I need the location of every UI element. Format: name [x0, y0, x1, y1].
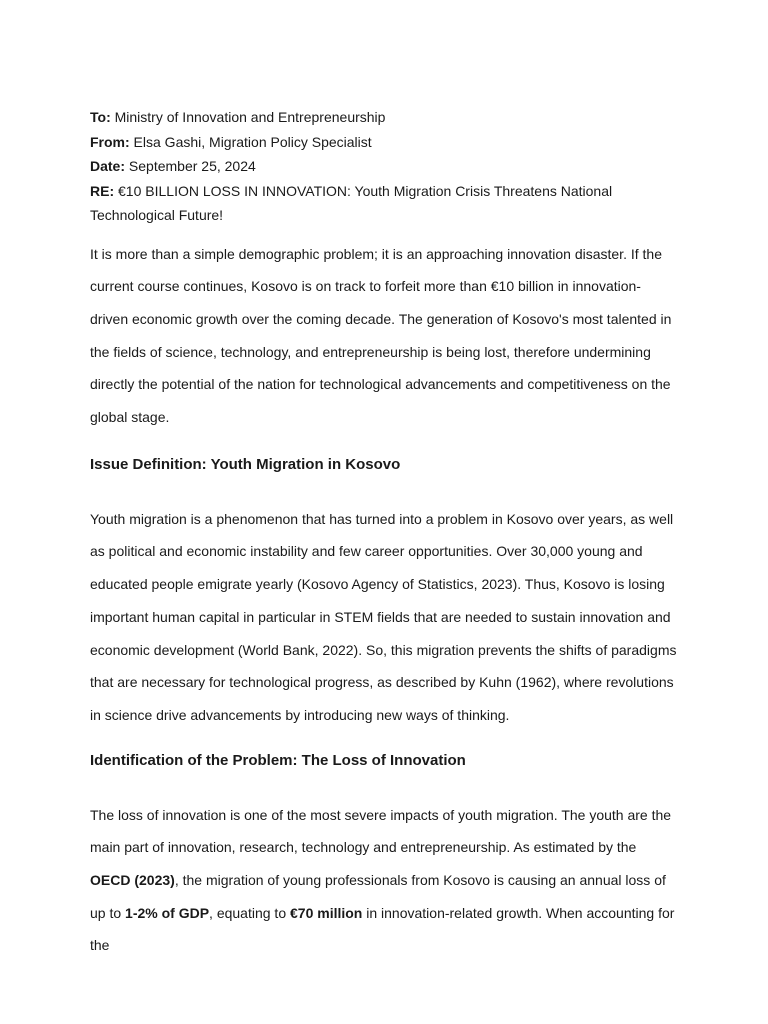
to-line [90, 105, 678, 130]
section-heading-problem-identification: Identification of the Problem: The Loss of Innovation [90, 751, 466, 769]
bold-gdp-loss: 1-2% of GDP [125, 904, 210, 921]
re-label: RE: [90, 182, 115, 199]
issue-definition-paragraph: Youth migration is a phenomenon that has turned into a problem in Kosovo over years, as well as political and economic instability and few career opportunities. Over 30,000 young and educated people emigrate yearly (Kosovo Agency of Statistics, 2023). Thus, Kosovo is losing important human capital in particular in STEM fields that are needed to sustain innovation and economic development (World Bank, 2022). So, this migration prevents the shifts of paradigms that are necessary for technological progress, as described by Kuhn (1962), where revolutions in science drive advancements by introducing new ways of thinking. [90, 510, 677, 723]
re-value: €10 BILLION LOSS IN INNOVATION: Youth Migration Crisis Threatens National Technological Future! [90, 182, 613, 223]
text-segment: The loss of innovation is one of the most severe impacts of youth migration. The youth are the main part of innovation, research, technology and entrepreneurship. As estimated by the [90, 806, 672, 856]
re-line [90, 179, 678, 228]
from-label: From: [90, 133, 130, 150]
problem-identification-paragraph [90, 799, 678, 963]
section-heading-issue-definition: Issue Definition: Youth Migration in Kosovo [90, 455, 401, 473]
memo-header [90, 105, 678, 228]
to-label: To: [90, 109, 111, 125]
bold-oecd-citation: OECD (2023) [90, 872, 175, 889]
date-line [90, 154, 678, 179]
date-label: Date: [90, 158, 126, 174]
from-line [90, 130, 678, 155]
text-segment: , equating to [209, 904, 290, 921]
date-value: September 25, 2024 [125, 158, 256, 174]
from-value: Elsa Gashi, Migration Policy Specialist [129, 133, 372, 150]
text-segment: , the migration of young professionals from Kosovo is causing an annual loss of up to [90, 872, 666, 921]
text-segment: in innovation-related growth. When accounting for the [90, 904, 675, 954]
intro-paragraph: It is more than a simple demographic problem; it is an approaching innovation disaster. If the current course continues, Kosovo is on track to forfeit more than €10 billion in innovation-driven economic growth over the coming decade. The generation of Kosovo's most talented in the fields of science, technology, and entrepreneurship is being lost, therefore undermining directly the potential of the nation for technological advancements and competitiveness on the global stage. [90, 245, 672, 426]
bold-euro-amount: €70 million [290, 904, 363, 921]
to-value: Ministry of Innovation and Entrepreneurship [110, 109, 386, 125]
